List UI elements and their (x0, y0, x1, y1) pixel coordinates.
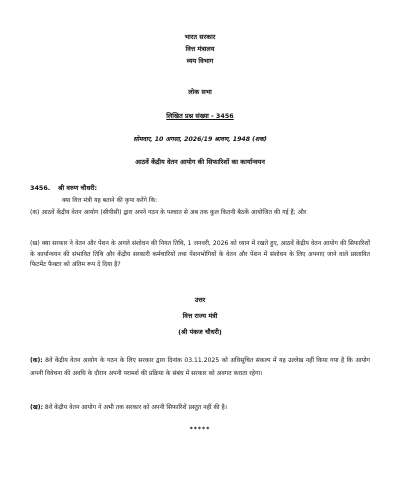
end-marker: ***** (189, 426, 211, 433)
asker-name: श्री वरुण चौधरी: (58, 184, 98, 192)
minister-name: (श्री पंकज चौधरी) (178, 328, 222, 336)
answer-part-b-text: 8वें केंद्रीय वेतन आयोग ने अभी तक सरकार को अपनी सिफारिशें प्रस्तुत नहीं की है। (43, 404, 228, 411)
answer-part-a (30, 354, 370, 380)
answer-part-b-label: (ख): (30, 404, 43, 411)
asker-line (30, 184, 97, 192)
asker-question-number: 3456. (30, 184, 51, 192)
header-department: व्यय विभाग (186, 57, 214, 65)
header-government: भारत सरकार (184, 33, 216, 41)
question-part-a: (क) आठवें केंद्रीय वेतन आयोग (सीपीसी) द्वारा अपने गठन के पश्चात से अब तक कुल कितनी बैठकें आयोजित की गई हैं; और (30, 209, 307, 216)
question-subject: आठवें केंद्रीय वेतन आयोग की सिफारिशों का कार्यान्वयन (135, 158, 265, 166)
question-part-b: (ख) क्या सरकार ने वेतन और पेंशन के अगले संशोधन की नियत तिथि, 1 जनवरी, 2026 को ध्यान में रखते हुए, आठवें केंद्रीय वेतन आयोग की सिफारिशों के कार्यान्वयन की संभावित तिथि और केंद्रीय सरकारी कर्मचारियों तथा पेंशनभोगियों के वेतन और पेंशन में संशोधन के लिए अपनाए जाने वाले प्रस्तावित फिटमेंट फैक्टर को अंतिम रूप दे दिया है? (30, 240, 370, 268)
answer-part-a-text: 8वें केंद्रीय वेतन आयोग के गठन के लिए सरकार द्वारा दिनांक 03.11.2025 को अधिसूचित संकल्प में यह उल्लेख नहीं किया गया है कि आयोग अपनी विवेचना की अवधि के दौरान अपनी परामर्श की प्रक्रिया के संबंध में सरकार को अवगत कराता रहेगा। (30, 357, 370, 377)
house-name: लोक सभा (188, 88, 212, 96)
answer-part-a-label: (क): (30, 357, 43, 364)
minister-title: वित्त राज्य मंत्री (182, 312, 218, 320)
question-number-label: लिखित प्रश्न संख्या - 3456 (166, 112, 234, 120)
answer-title: उत्तर (194, 296, 206, 304)
question-intro: क्या वित्त मंत्री यह बताने की कृपा करेंगे कि: (62, 197, 158, 204)
header-ministry: वित्त मंत्रालय (185, 45, 215, 53)
answer-part-b (30, 401, 370, 414)
question-date: सोमवार, 10 अगस्त, 2026/19 श्रावण, 1948 (शक) (133, 136, 267, 143)
